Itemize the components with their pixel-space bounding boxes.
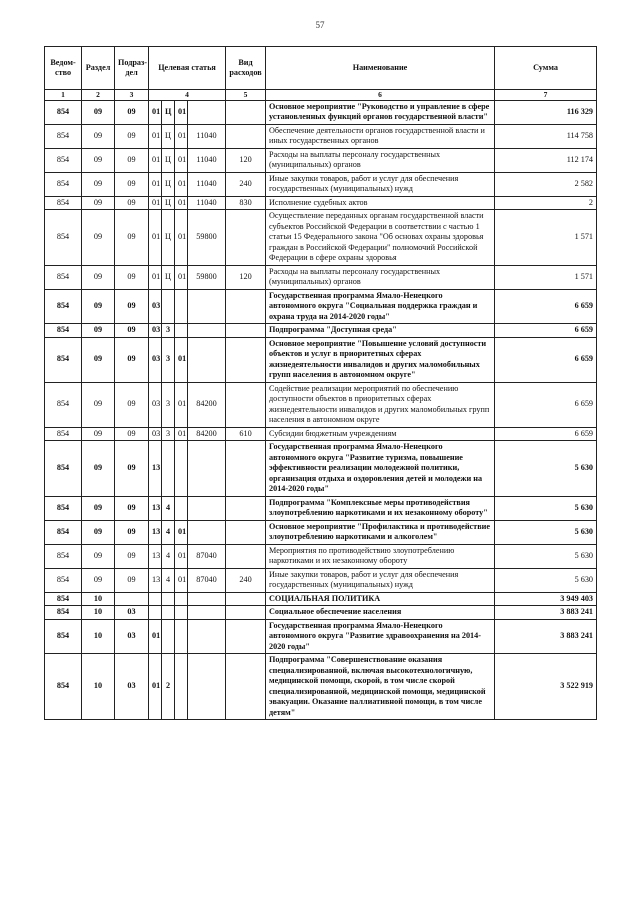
column-number-row [45,90,597,101]
cell-subprogram-code: Ц [162,124,175,148]
cell-vid-rashodov [226,382,266,427]
table-row [45,265,597,289]
cell-podrazdel: 03 [115,654,149,720]
cell-subprogram-code [162,289,175,324]
cell-subprogram-code: 3 [162,324,175,338]
cell-subprogram-code: 2 [162,654,175,720]
cell-program-code: 01 [149,265,162,289]
cell-subprogram-code: 3 [162,427,175,441]
table-row [45,124,597,148]
cell-direction-code [188,100,226,124]
cell-subprogram-code: 4 [162,568,175,592]
cell-direction-code: 59800 [188,265,226,289]
cell-direction-code [188,324,226,338]
cell-direction-code: 84200 [188,382,226,427]
cell-naimenovanie: Социальное обеспечение населения [266,606,495,620]
cell-naimenovanie: Расходы на выплаты персоналу государственных (муниципальных) органов [266,265,495,289]
cell-summa: 3 949 403 [495,592,597,606]
cell-program-code: 01 [149,148,162,172]
cell-naimenovanie: Государственная программа Ямало-Ненецкого автономного округа "Развитие здравоохранения на 2014-2020 годы" [266,619,495,654]
cell-summa: 3 522 919 [495,654,597,720]
cell-vid-rashodov [226,441,266,497]
cell-razdel: 09 [82,568,115,592]
cell-podrazdel: 09 [115,100,149,124]
cell-vid-rashodov [226,606,266,620]
cell-vid-rashodov: 240 [226,172,266,196]
cell-subprogram-code: Ц [162,148,175,172]
cell-razdel: 09 [82,337,115,382]
cell-vedomstvo: 854 [45,496,82,520]
cell-summa: 116 329 [495,100,597,124]
cell-direction-code: 11040 [188,196,226,210]
cell-direction-code [188,289,226,324]
cell-subprogram-code [162,619,175,654]
cell-direction-code [188,496,226,520]
cell-program-code: 13 [149,520,162,544]
cell-direction-code [188,592,226,606]
cell-razdel: 09 [82,520,115,544]
cell-program-code: 01 [149,100,162,124]
cell-direction-code [188,606,226,620]
cell-vedomstvo: 854 [45,544,82,568]
page-number: 57 [315,20,325,30]
cell-vid-rashodov [226,654,266,720]
cell-vedomstvo: 854 [45,100,82,124]
cell-summa: 5 630 [495,496,597,520]
cell-naimenovanie: Содействие реализации мероприятий по обеспечению доступности объектов в приоритетных сферах жизнедеятельности инвалидов и других маломобильных групп населения в автономном округе [266,382,495,427]
cell-razdel: 09 [82,382,115,427]
cell-vid-rashodov [226,619,266,654]
cell-event-code: 01 [175,210,188,266]
cell-summa: 114 758 [495,124,597,148]
column-number: 6 [266,90,495,101]
cell-razdel: 09 [82,265,115,289]
cell-naimenovanie: Подпрограмма "Доступная среда" [266,324,495,338]
cell-vid-rashodov [226,210,266,266]
cell-subprogram-code [162,441,175,497]
cell-direction-code [188,654,226,720]
cell-vedomstvo: 854 [45,382,82,427]
cell-naimenovanie: Основное мероприятие "Профилактика и противодействие злоупотреблению наркотиками и алкоголем" [266,520,495,544]
table-row [45,441,597,497]
cell-podrazdel: 09 [115,289,149,324]
cell-direction-code: 87040 [188,568,226,592]
table-row [45,172,597,196]
cell-event-code: 01 [175,337,188,382]
cell-program-code: 01 [149,619,162,654]
cell-podrazdel: 09 [115,382,149,427]
cell-naimenovanie: Иные закупки товаров, работ и услуг для обеспечения государственных (муниципальных) нужд [266,568,495,592]
cell-summa: 5 630 [495,520,597,544]
cell-summa: 6 659 [495,382,597,427]
cell-vedomstvo: 854 [45,592,82,606]
cell-vedomstvo: 854 [45,124,82,148]
cell-vid-rashodov [226,337,266,382]
cell-event-code: 01 [175,382,188,427]
column-number: 1 [45,90,82,101]
table-row [45,324,597,338]
cell-razdel: 09 [82,196,115,210]
cell-vedomstvo: 854 [45,210,82,266]
cell-razdel: 10 [82,592,115,606]
header-naimenovanie: Наименование [266,47,495,90]
cell-summa: 2 [495,196,597,210]
cell-program-code: 03 [149,324,162,338]
cell-subprogram-code: 4 [162,544,175,568]
cell-program-code: 13 [149,441,162,497]
cell-vid-rashodov [226,289,266,324]
cell-summa: 6 659 [495,427,597,441]
cell-razdel: 10 [82,619,115,654]
cell-summa: 5 630 [495,441,597,497]
cell-podrazdel: 03 [115,606,149,620]
cell-razdel: 09 [82,172,115,196]
cell-razdel: 09 [82,496,115,520]
cell-program-code: 01 [149,172,162,196]
cell-subprogram-code: 3 [162,337,175,382]
table-row [45,568,597,592]
cell-event-code: 01 [175,100,188,124]
cell-podrazdel [115,592,149,606]
cell-podrazdel: 09 [115,324,149,338]
cell-naimenovanie: Осуществление переданных органам государственной власти субъектов Российской Федерации в соответствии с частью 1 статьи 15 Федерального закона "Об основах охраны здоровья граждан в Российской Федерации" полномочий Российской Федерации в сфере охраны здоровья [266,210,495,266]
table-row [45,606,597,620]
table-row [45,148,597,172]
cell-event-code [175,619,188,654]
cell-vid-rashodov [226,496,266,520]
cell-event-code: 01 [175,427,188,441]
cell-event-code: 01 [175,568,188,592]
cell-event-code: 01 [175,544,188,568]
header-vedomstvo: Ведом-ство [45,47,82,90]
cell-direction-code [188,441,226,497]
cell-podrazdel: 09 [115,568,149,592]
cell-vid-rashodov: 120 [226,148,266,172]
cell-vedomstvo: 854 [45,606,82,620]
cell-naimenovanie: Расходы на выплаты персоналу государственных (муниципальных) органов [266,148,495,172]
cell-program-code: 01 [149,654,162,720]
cell-subprogram-code: Ц [162,196,175,210]
header-summa: Сумма [495,47,597,90]
cell-vid-rashodov: 240 [226,568,266,592]
cell-subprogram-code: Ц [162,210,175,266]
cell-podrazdel: 09 [115,265,149,289]
cell-vid-rashodov: 830 [226,196,266,210]
cell-naimenovanie: СОЦИАЛЬНАЯ ПОЛИТИКА [266,592,495,606]
cell-program-code: 03 [149,337,162,382]
cell-vedomstvo: 854 [45,619,82,654]
cell-vedomstvo: 854 [45,196,82,210]
cell-naimenovanie: Подпрограмма "Комплексные меры противодействия злоупотреблению наркотиками и их незаконному обороту" [266,496,495,520]
cell-program-code: 03 [149,382,162,427]
cell-razdel: 09 [82,148,115,172]
cell-direction-code: 87040 [188,544,226,568]
cell-program-code: 01 [149,210,162,266]
cell-event-code: 01 [175,196,188,210]
cell-subprogram-code: Ц [162,172,175,196]
table-row [45,654,597,720]
budget-table [44,46,597,720]
cell-podrazdel: 09 [115,441,149,497]
cell-direction-code: 84200 [188,427,226,441]
cell-event-code [175,496,188,520]
cell-subprogram-code: 4 [162,520,175,544]
cell-razdel: 09 [82,289,115,324]
cell-razdel: 10 [82,654,115,720]
cell-program-code [149,592,162,606]
cell-vid-rashodov [226,324,266,338]
cell-razdel: 09 [82,124,115,148]
cell-program-code: 01 [149,124,162,148]
cell-program-code: 13 [149,568,162,592]
cell-podrazdel: 09 [115,196,149,210]
cell-program-code: 01 [149,196,162,210]
cell-summa: 2 582 [495,172,597,196]
column-number: 4 [149,90,226,101]
table-row [45,382,597,427]
cell-vedomstvo: 854 [45,654,82,720]
cell-naimenovanie: Исполнение судебных актов [266,196,495,210]
cell-program-code [149,606,162,620]
cell-vedomstvo: 854 [45,172,82,196]
cell-podrazdel: 09 [115,148,149,172]
table-row [45,337,597,382]
cell-summa: 3 883 241 [495,606,597,620]
cell-summa: 6 659 [495,337,597,382]
cell-vid-rashodov [226,520,266,544]
cell-direction-code [188,520,226,544]
cell-event-code [175,592,188,606]
cell-summa: 6 659 [495,289,597,324]
cell-razdel: 09 [82,544,115,568]
cell-event-code [175,324,188,338]
cell-event-code: 01 [175,124,188,148]
cell-event-code: 01 [175,265,188,289]
cell-event-code: 01 [175,172,188,196]
cell-direction-code: 11040 [188,148,226,172]
cell-vedomstvo: 854 [45,289,82,324]
cell-naimenovanie: Подпрограмма "Совершенствование оказания специализированной, включая высокотехнологичную, медицинской помощи, скорой, в том числе скорой специализированной, медицинской помощи, медицинской эвакуации. Оказание паллиативной помощи, в том числе детям" [266,654,495,720]
cell-program-code: 03 [149,289,162,324]
cell-event-code [175,606,188,620]
cell-event-code [175,441,188,497]
cell-naimenovanie: Основное мероприятие "Руководство и управление в сфере установленных функций органов государственной власти" [266,100,495,124]
cell-razdel: 09 [82,324,115,338]
table-body [45,100,597,720]
cell-vid-rashodov [226,124,266,148]
cell-razdel: 10 [82,606,115,620]
cell-razdel: 09 [82,100,115,124]
cell-vedomstvo: 854 [45,568,82,592]
cell-naimenovanie: Обеспечение деятельности органов государственной власти и иных государственных органов [266,124,495,148]
cell-vid-rashodov: 610 [226,427,266,441]
header-podrazdel: Подраз-дел [115,47,149,90]
table-row [45,210,597,266]
header-razdel: Раздел [82,47,115,90]
column-number: 5 [226,90,266,101]
cell-direction-code: 11040 [188,124,226,148]
table-row [45,544,597,568]
table-row [45,619,597,654]
column-number: 2 [82,90,115,101]
cell-naimenovanie: Государственная программа Ямало-Ненецкого автономного округа "Развитие туризма, повышение эффективности реализации молодежной политики, организация отдыха и оздоровления детей и молодежи на 2014-2020 годы" [266,441,495,497]
cell-summa: 112 174 [495,148,597,172]
cell-razdel: 09 [82,427,115,441]
cell-direction-code: 11040 [188,172,226,196]
cell-vedomstvo: 854 [45,324,82,338]
cell-vedomstvo: 854 [45,265,82,289]
cell-summa: 1 571 [495,265,597,289]
cell-event-code: 01 [175,148,188,172]
cell-podrazdel: 09 [115,172,149,196]
cell-vedomstvo: 854 [45,148,82,172]
cell-podrazdel: 09 [115,124,149,148]
cell-subprogram-code: 4 [162,496,175,520]
cell-direction-code [188,337,226,382]
cell-naimenovanie: Государственная программа Ямало-Ненецкого автономного округа "Социальная поддержка граждан и охрана труда на 2014-2020 годы" [266,289,495,324]
cell-vid-rashodov [226,100,266,124]
cell-event-code: 01 [175,520,188,544]
cell-naimenovanie: Субсидии бюджетным учреждениям [266,427,495,441]
cell-vid-rashodov [226,544,266,568]
cell-summa: 5 630 [495,544,597,568]
cell-event-code [175,654,188,720]
cell-program-code: 13 [149,496,162,520]
header-vid-rashodov: Вид расходов [226,47,266,90]
cell-podrazdel: 09 [115,520,149,544]
cell-program-code: 13 [149,544,162,568]
cell-naimenovanie: Мероприятия по противодействию злоупотреблению наркотиками и их незаконному обороту [266,544,495,568]
table-row [45,427,597,441]
cell-subprogram-code: Ц [162,100,175,124]
cell-summa: 1 571 [495,210,597,266]
cell-podrazdel: 09 [115,544,149,568]
table-row [45,100,597,124]
cell-summa: 5 630 [495,568,597,592]
cell-event-code [175,289,188,324]
cell-vedomstvo: 854 [45,337,82,382]
cell-podrazdel: 09 [115,427,149,441]
column-number: 7 [495,90,597,101]
cell-podrazdel: 09 [115,210,149,266]
cell-vid-rashodov [226,592,266,606]
cell-razdel: 09 [82,441,115,497]
cell-subprogram-code [162,606,175,620]
cell-naimenovanie: Основное мероприятие "Повышение условий доступности объектов и услуг в приоритетных сферах жизнедеятельности инвалидов и других маломобильных групп населения в автономном округе" [266,337,495,382]
cell-naimenovanie: Иные закупки товаров, работ и услуг для обеспечения государственных (муниципальных) нужд [266,172,495,196]
cell-direction-code: 59800 [188,210,226,266]
table-row [45,289,597,324]
cell-program-code: 03 [149,427,162,441]
table-row [45,520,597,544]
table-row [45,196,597,210]
table-row [45,496,597,520]
cell-subprogram-code: Ц [162,265,175,289]
cell-vedomstvo: 854 [45,427,82,441]
cell-podrazdel: 09 [115,496,149,520]
table-row [45,592,597,606]
column-number: 3 [115,90,149,101]
cell-vid-rashodov: 120 [226,265,266,289]
cell-subprogram-code: 3 [162,382,175,427]
cell-summa: 6 659 [495,324,597,338]
header-tselevaya-statya: Целевая статья [149,47,226,90]
cell-vedomstvo: 854 [45,520,82,544]
cell-subprogram-code [162,592,175,606]
cell-vedomstvo: 854 [45,441,82,497]
header-row [45,47,597,90]
cell-podrazdel: 03 [115,619,149,654]
cell-razdel: 09 [82,210,115,266]
cell-podrazdel: 09 [115,337,149,382]
cell-direction-code [188,619,226,654]
cell-summa: 3 883 241 [495,619,597,654]
